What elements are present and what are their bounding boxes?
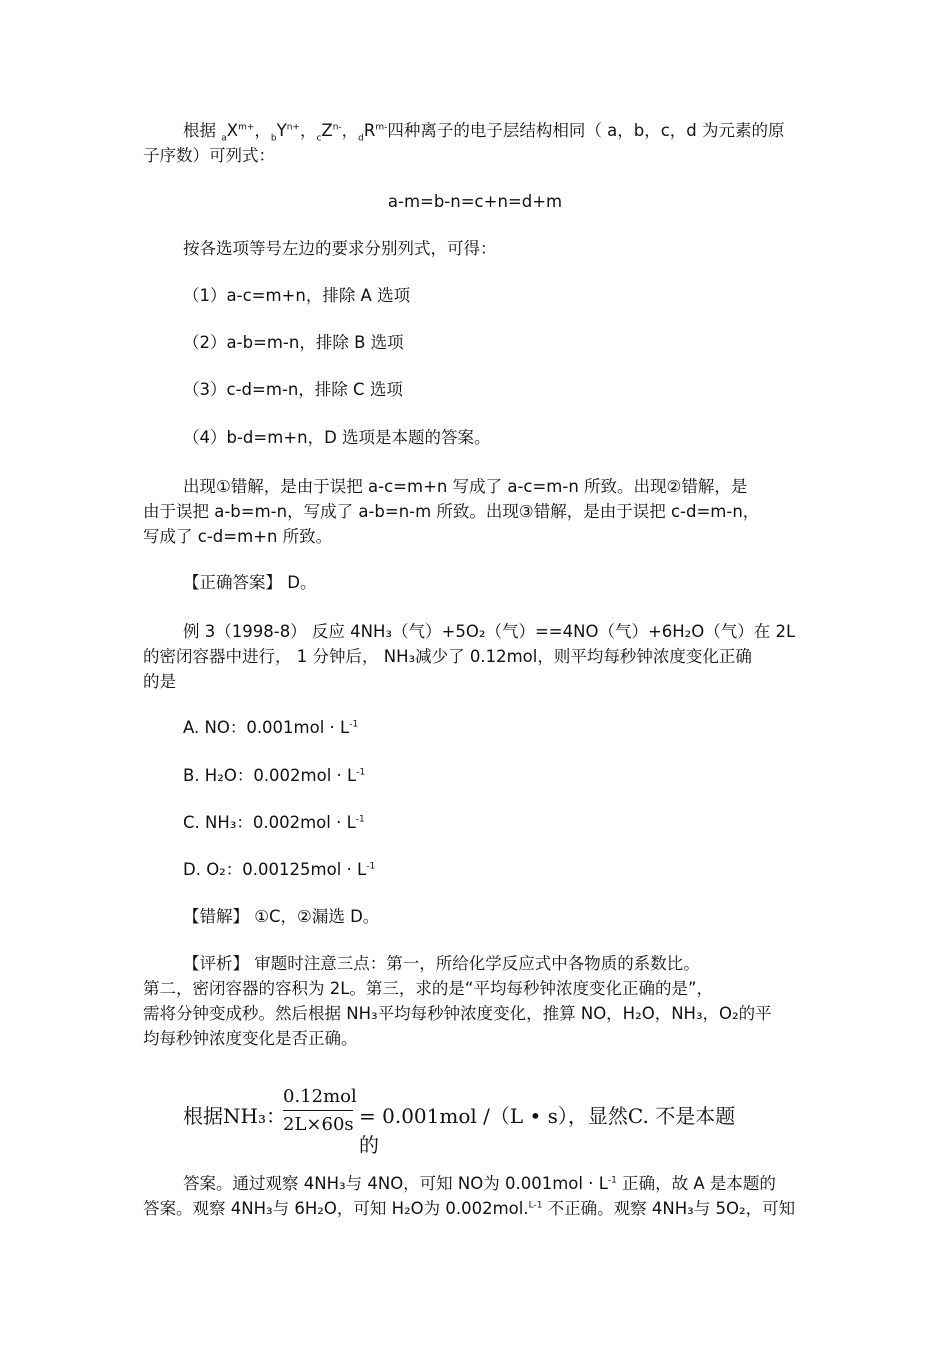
option-d xyxy=(183,859,375,881)
ion-sentence-line-1 xyxy=(183,120,785,142)
list-item: （3）c-d=m-n，排除 C 选项 xyxy=(183,380,403,399)
exponent: L-1 xyxy=(528,1200,543,1211)
equation: a-m=b-n=c+n=d+m xyxy=(387,192,563,211)
example-line: 的密闭容器中进行， 1 分钟后， NH₃减少了 0.12mol，则平均每秒钟浓度变化正确 xyxy=(143,647,752,666)
paragraph-line: 出现①错解，是由于误把 a-c=m+n 写成了 a-c=m-n 所致。出现②错解，是 xyxy=(183,477,748,496)
analysis-line: 第二，密闭容器的容积为 2L。第三，求的是“平均每秒钟浓度变化正确的是”， xyxy=(143,979,714,998)
option-a xyxy=(183,717,358,739)
exponent: -1 xyxy=(607,1175,617,1186)
option-b xyxy=(183,765,365,787)
option-text: C. NH₃：0.002mol · L xyxy=(183,813,356,832)
text-segment: 四种离子的电子层结构相同（ a，b，c，d 为元素的原 xyxy=(387,121,785,140)
formula xyxy=(183,1086,743,1157)
charge-x: m+ xyxy=(238,122,255,133)
example-line: 例 3（1998-8） 反应 4NH₃（气）+5O₂（气）==4NO（气）+6H₂O（气）在 2L xyxy=(183,622,796,641)
analysis-line: 均每秒钟浓度变化是否正确。 xyxy=(143,1029,358,1048)
formula-result: = 0.001mol /（L • s），显然C. 不是本题的 xyxy=(359,1104,736,1157)
final-text: 答案。通过观察 4NH₃与 4NO，可知 NO为 0.001mol · L xyxy=(183,1174,608,1193)
exponent: -1 xyxy=(355,814,365,825)
analysis-line: 需将分钟变成秒。然后根据 NH₃平均每秒钟浓度变化，推算 NO，H₂O，NH₃，O₂的平 xyxy=(143,1004,772,1023)
option-text: D. O₂：0.00125mol · L xyxy=(183,860,367,879)
final-text: 答案。观察 4NH₃与 6H₂O，可知 H₂O为 0.002mol. xyxy=(143,1199,529,1218)
paragraph-line: 写成了 c-d=m+n 所致。 xyxy=(143,527,333,546)
charge-z: n- xyxy=(332,122,342,133)
atomic-number-d: d xyxy=(358,133,364,144)
ion-y: Y xyxy=(276,121,287,140)
final-text: 正确，故 A 是本题的 xyxy=(616,1174,776,1193)
paragraph-intro: 按各选项等号左边的要求分别列式，可得： xyxy=(183,239,497,258)
ion-r: R xyxy=(363,121,376,140)
wrong-answer: 【错解】 ①C，②漏选 D。 xyxy=(183,907,380,926)
list-item: （4）b-d=m+n，D 选项是本题的答案。 xyxy=(183,428,491,447)
separator: ， xyxy=(299,121,317,140)
option-text: A. NO：0.001mol · L xyxy=(183,718,350,737)
ion-sentence-line-2: 子序数）可列式： xyxy=(143,146,275,165)
example-line: 的是 xyxy=(143,672,176,691)
paragraph-line: 由于误把 a-b=m-n，写成了 a-b=n-m 所致。出现③错解，是由于误把 c-d=m-n， xyxy=(143,502,760,521)
charge-y: n+ xyxy=(286,122,300,133)
separator: ， xyxy=(254,121,271,140)
exponent: -1 xyxy=(349,719,359,730)
fraction xyxy=(283,1086,357,1135)
formula-label: 根据NH₃： xyxy=(183,1104,286,1128)
ion-z: Z xyxy=(321,121,333,140)
option-c xyxy=(183,812,365,834)
list-item: （2）a-b=m-n，排除 B 选项 xyxy=(183,333,404,352)
correct-answer: 【正确答案】 D。 xyxy=(183,573,317,592)
analysis-line: 【评析】 审题时注意三点：第一，所给化学反应式中各物质的系数比。 xyxy=(183,954,700,973)
atomic-number-b: b xyxy=(270,133,277,144)
exponent: -1 xyxy=(356,767,366,778)
atomic-number-a: a xyxy=(221,133,227,144)
option-text: B. H₂O：0.002mol · L xyxy=(183,766,357,785)
text-segment: 根据 xyxy=(183,121,222,140)
final-line xyxy=(143,1198,795,1220)
final-text: 不正确。观察 4NH₃与 5O₂，可知 xyxy=(542,1199,796,1218)
exponent: -1 xyxy=(366,861,376,872)
charge-r: m- xyxy=(375,122,388,133)
separator: ， xyxy=(341,121,359,140)
fraction-denominator: 2L×60s xyxy=(283,1114,354,1135)
fraction-numerator: 0.12mol xyxy=(283,1086,353,1111)
final-line xyxy=(183,1173,776,1195)
ion-x: X xyxy=(226,121,239,140)
list-item: （1）a-c=m+n，排除 A 选项 xyxy=(183,286,411,305)
atomic-number-c: c xyxy=(316,133,322,144)
